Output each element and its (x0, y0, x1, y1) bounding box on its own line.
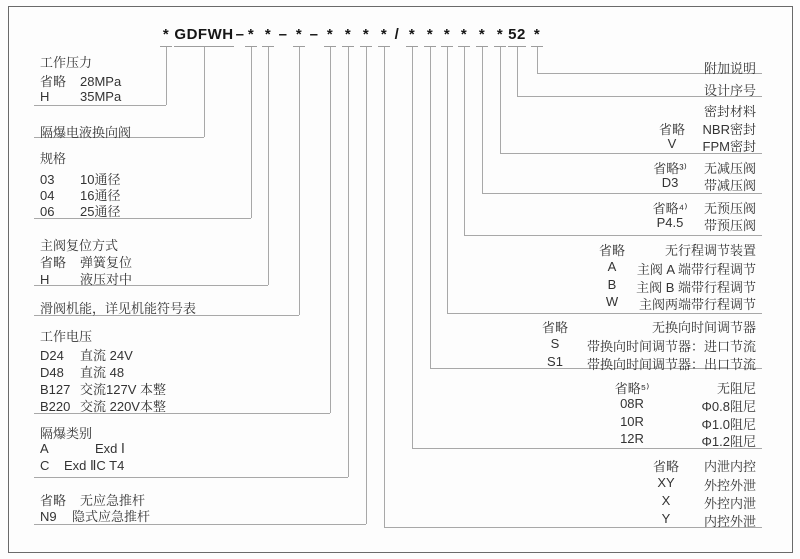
option-label: Φ1.2阻尼 (701, 434, 756, 449)
section-title-additional-notes: 附加说明 (703, 61, 756, 76)
section-title-explosion-class: 隔爆类别 (40, 426, 93, 441)
option-code: V (667, 136, 677, 151)
code-segment: * (408, 26, 416, 43)
connector-line (447, 313, 762, 314)
connector-line (166, 47, 167, 105)
option-row (587, 396, 756, 415)
option-label: 直流 48 (80, 365, 125, 380)
option-label: 无行程调节装置 (664, 243, 756, 258)
code-segment: * (496, 26, 504, 43)
option-code: 04 (40, 188, 55, 203)
option-label: 带换向时间调节器：进口节流 (586, 339, 756, 354)
connector-line (330, 47, 331, 413)
option-code: D48 (40, 365, 64, 380)
option-code: W (605, 294, 619, 309)
option-row (621, 511, 756, 530)
option-code: A (40, 441, 49, 456)
connector-line (537, 47, 538, 73)
option-label: 内泄内控 (703, 459, 756, 474)
option-code: 省略 (658, 122, 685, 137)
connector-line (464, 47, 465, 235)
section-title-valve-name: 隔爆电液换向阀 (40, 125, 132, 140)
option-label: 带换向时间调节器：出口节流 (586, 357, 756, 372)
option-label: 直流 24V (80, 348, 133, 363)
option-label: 隐式应急推杆 (72, 509, 151, 524)
connector-line (268, 47, 269, 285)
option-label: Exd ⅡC T4 (64, 458, 125, 473)
option-code: D24 (40, 348, 64, 363)
connector-line (464, 235, 762, 236)
code-segment: * (295, 26, 303, 43)
option-row (627, 136, 756, 155)
option-row (567, 240, 756, 259)
option-label: 16通径 (80, 188, 121, 203)
code-segment-model: GDFWH (174, 26, 234, 43)
option-code: 08R (620, 396, 644, 411)
option-label: FPM密封 (702, 139, 756, 154)
option-label: 弹簧复位 (80, 255, 133, 270)
option-code: B220 (40, 399, 71, 414)
option-row (567, 294, 756, 313)
section-title-voltage: 工作电压 (40, 329, 93, 344)
option-code: 03 (40, 172, 55, 187)
option-label: 28MPa (80, 74, 122, 89)
code-segment: * (478, 26, 486, 43)
connector-line (251, 47, 252, 218)
code-segment: – (235, 26, 245, 43)
option-label: 带减压阀 (703, 178, 756, 193)
option-row (40, 201, 120, 220)
section-title-seal-material: 密封材料 (703, 104, 756, 119)
option-code: XY (657, 475, 675, 490)
option-row (625, 175, 756, 194)
option-code: P4.5 (656, 215, 684, 230)
option-label: 25通径 (80, 204, 121, 219)
option-label: 外控内泄 (703, 496, 756, 511)
option-row (40, 71, 121, 90)
option-code: X (661, 493, 671, 508)
option-row (40, 506, 150, 525)
option-row (625, 215, 756, 234)
option-row (587, 378, 756, 397)
code-segment: * (362, 26, 370, 43)
section-title-design-serial: 设计序号 (703, 83, 756, 98)
option-label: 无应急推杆 (80, 493, 146, 508)
connector-line (34, 477, 348, 478)
section-title-working-pressure: 工作压力 (40, 55, 93, 70)
option-label: 主阀 A 端带行程调节 (636, 262, 756, 277)
connector-line (299, 47, 300, 315)
code-segment: * (344, 26, 352, 43)
option-code: Y (661, 511, 671, 526)
option-code: 省略³⁾ (653, 161, 687, 176)
connector-line (517, 47, 518, 96)
code-segment-serial: 52 (508, 26, 526, 43)
connector-line (447, 47, 448, 313)
option-label: 液压对中 (80, 272, 133, 287)
connector-line (482, 47, 483, 193)
option-code: 省略 (40, 493, 67, 508)
option-label: 10通径 (80, 172, 121, 187)
option-code: 12R (620, 431, 644, 446)
code-segment: * (443, 26, 451, 43)
connector-line (430, 47, 431, 368)
code-segment: * (247, 26, 255, 43)
option-label: 主阀两端带行程调节 (638, 297, 756, 312)
option-row (567, 259, 756, 278)
option-label: Exd Ⅰ (95, 441, 125, 456)
option-code: H (40, 272, 50, 287)
option-label: 35MPa (80, 89, 122, 104)
option-code: 省略 (652, 459, 679, 474)
option-label: 无阻尼 (716, 381, 756, 396)
code-segment: – (309, 26, 319, 43)
option-code: S1 (547, 354, 563, 369)
option-row (510, 336, 756, 355)
option-label: 外控外泄 (703, 478, 756, 493)
option-code: 06 (40, 204, 55, 219)
option-code: A (607, 259, 617, 274)
option-label: 带预压阀 (703, 218, 756, 233)
option-code: B127 (40, 382, 71, 397)
option-code: 省略 (40, 74, 67, 89)
option-code: H (40, 89, 50, 104)
connector-line (34, 105, 166, 106)
code-segment: * (533, 26, 541, 43)
code-segment: * (264, 26, 272, 43)
option-code: C (40, 458, 50, 473)
option-code: 省略⁵⁾ (614, 381, 650, 396)
section-title-reset-mode: 主阀复位方式 (40, 238, 119, 253)
option-row (40, 441, 125, 457)
option-code: N9 (40, 509, 57, 524)
code-segment: * (426, 26, 434, 43)
option-row (621, 475, 756, 494)
option-code: 省略 (598, 243, 625, 258)
option-label: 无减压阀 (703, 161, 756, 176)
option-row (40, 89, 121, 104)
code-segment: / (394, 26, 400, 43)
option-row (40, 269, 132, 288)
connector-line (366, 47, 367, 524)
option-code: 10R (620, 414, 644, 429)
option-label: 无换向时间调节器 (651, 320, 756, 335)
option-label: Φ0.8阻尼 (701, 399, 756, 414)
code-segment: * (162, 26, 170, 43)
option-row (621, 456, 756, 475)
connector-line (348, 47, 349, 477)
code-segment: * (380, 26, 388, 43)
code-segment: * (460, 26, 468, 43)
option-label: 交流 220V本整 (80, 399, 166, 414)
section-title-spool-function: 滑阀机能，详见机能符号表 (40, 301, 197, 316)
option-row (510, 354, 756, 373)
option-label: 内控外泄 (703, 514, 756, 529)
connector-line (204, 47, 205, 137)
option-code: D3 (661, 175, 679, 190)
option-row (510, 317, 756, 336)
option-code: 省略 (541, 320, 568, 335)
option-row (40, 396, 166, 415)
connector-line (384, 47, 385, 527)
option-label: Φ1.0阻尼 (701, 417, 756, 432)
section-title-size: 规格 (40, 151, 67, 166)
connector-line (412, 47, 413, 448)
option-code: 省略 (40, 255, 67, 270)
option-code: S (550, 336, 560, 351)
option-label: 交流127V 本整 (80, 382, 166, 397)
option-code: 省略⁴⁾ (652, 201, 688, 216)
option-label: 无预压阀 (703, 201, 756, 216)
option-row (621, 493, 756, 512)
option-row (587, 431, 756, 450)
option-row (40, 458, 124, 474)
option-code: B (607, 277, 617, 292)
option-label: 主阀 B 端带行程调节 (636, 280, 756, 295)
code-segment: * (326, 26, 334, 43)
code-segment: – (278, 26, 288, 43)
connector-line (500, 47, 501, 153)
option-label: NBR密封 (702, 122, 756, 137)
